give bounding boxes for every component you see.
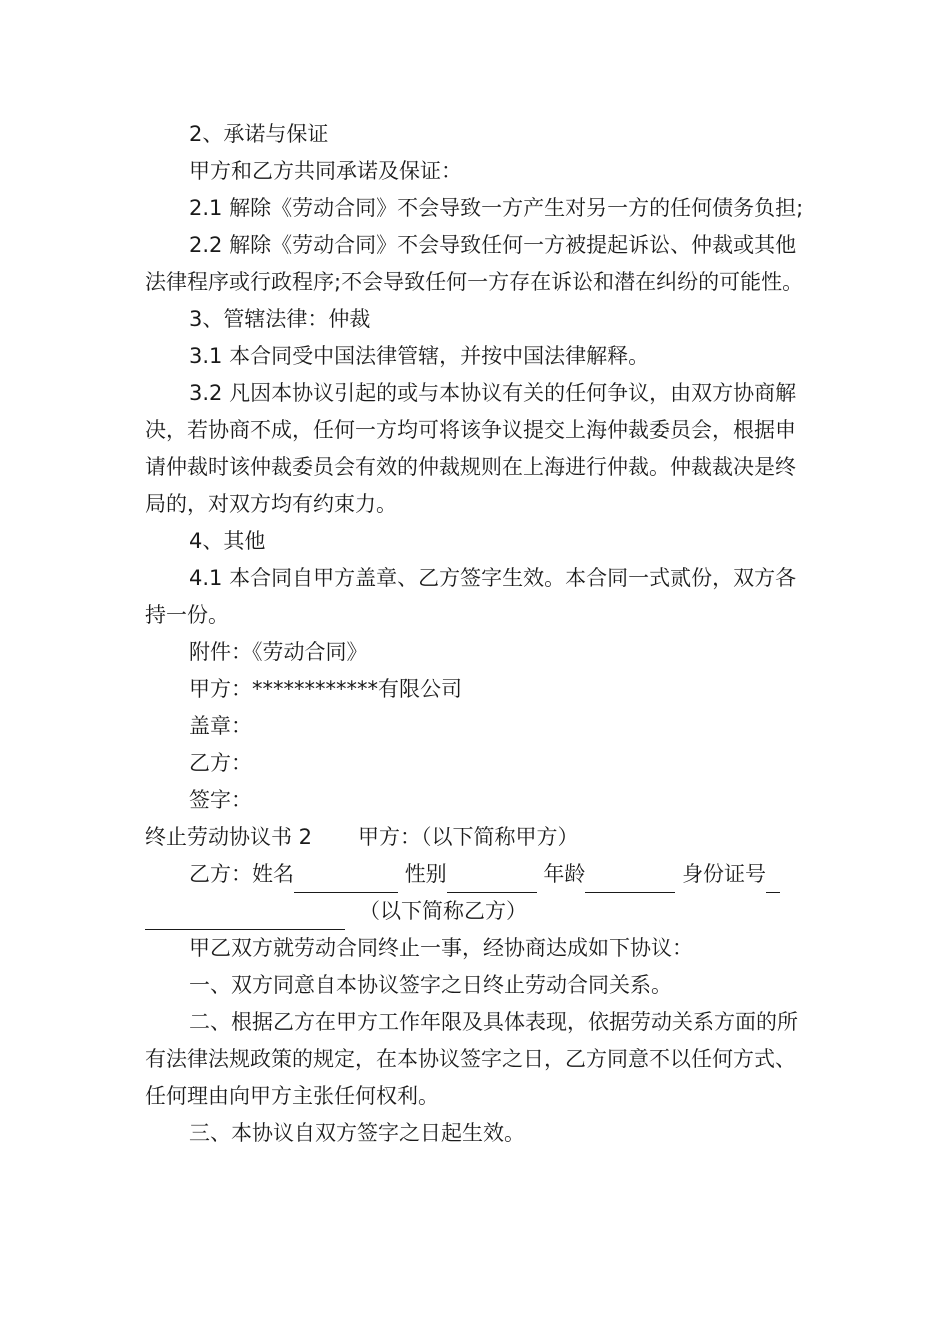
agreement-clause-1: 一、双方同意自本协议签字之日终止劳动合同关系。: [189, 973, 672, 997]
attachment-line: 附件：《劳动合同》: [189, 640, 368, 664]
clause-3-2: 3.2 凡因本协议引起的或与本协议有关的任何争议，由双方协商解决，若协商不成，任何一方均可将该争议提交上海仲裁委员会，根据申请仲裁时该仲裁委员会有效的仲裁规则在上海进行仲裁。仲裁裁决是终局的，对双方均有约束力。: [145, 381, 797, 516]
agreement-title-line: [145, 819, 810, 856]
commitment-intro: 甲方和乙方共同承诺及保证：: [189, 159, 462, 183]
agreement-clause-2: 二、根据乙方在甲方工作年限及具体表现，依据劳动关系方面的所有法律法规政策的规定，在本协议签字之日，乙方同意不以任何方式、任何理由向甲方主张任何权利。: [145, 1010, 798, 1108]
party-b-suffix: （以下简称乙方）: [359, 899, 527, 923]
party-b-gender-label: 性别: [404, 862, 447, 886]
party-b-name-label: 乙方：姓名: [189, 862, 294, 886]
party-b-info-line: [145, 856, 810, 893]
clause-2-1: 2.1 解除《劳动合同》不会导致一方产生对另一方的任何债务负担;: [189, 196, 804, 220]
section-heading-other: 4、其他: [189, 529, 266, 553]
document-body: [145, 116, 810, 1152]
party-b-id-label: 身份证号: [682, 862, 767, 886]
party-b-age-label: 年龄: [543, 862, 586, 886]
section-heading-governing-law: 3、管辖法律：仲裁: [189, 307, 371, 331]
party-b-info-line-cont: [145, 893, 810, 930]
signature-line: 签字：: [189, 788, 252, 812]
clause-4-1: 4.1 本合同自甲方盖章、乙方签字生效。本合同一式贰份，双方各持一份。: [145, 566, 797, 627]
age-blank: [585, 866, 675, 893]
agreement-intro: 甲乙双方就劳动合同终止一事，经协商达成如下协议：: [189, 936, 693, 960]
clause-2-2: 2.2 解除《劳动合同》不会导致任何一方被提起诉讼、仲裁或其他法律程序或行政程序;不会导致任何一方存在诉讼和潜在纠纷的可能性。: [145, 233, 804, 294]
agreement-title: 终止劳动协议书 2: [145, 825, 313, 849]
clause-3-1: 3.1 本合同受中国法律管辖，并按中国法律解释。: [189, 344, 650, 368]
gender-blank: [447, 866, 537, 893]
party-b-line: 乙方：: [189, 751, 252, 775]
agreement-clause-3: 三、本协议自双方签字之日起生效。: [189, 1121, 525, 1145]
name-blank: [294, 866, 398, 893]
id-blank: [145, 903, 345, 930]
party-a-line: 甲方：************有限公司: [189, 677, 462, 701]
section-heading-commitment: 2、承诺与保证: [189, 122, 329, 146]
id-blank-start: [766, 866, 780, 893]
agreement-party-a: 甲方：（以下简称甲方）: [358, 825, 579, 849]
seal-line: 盖章：: [189, 714, 252, 738]
